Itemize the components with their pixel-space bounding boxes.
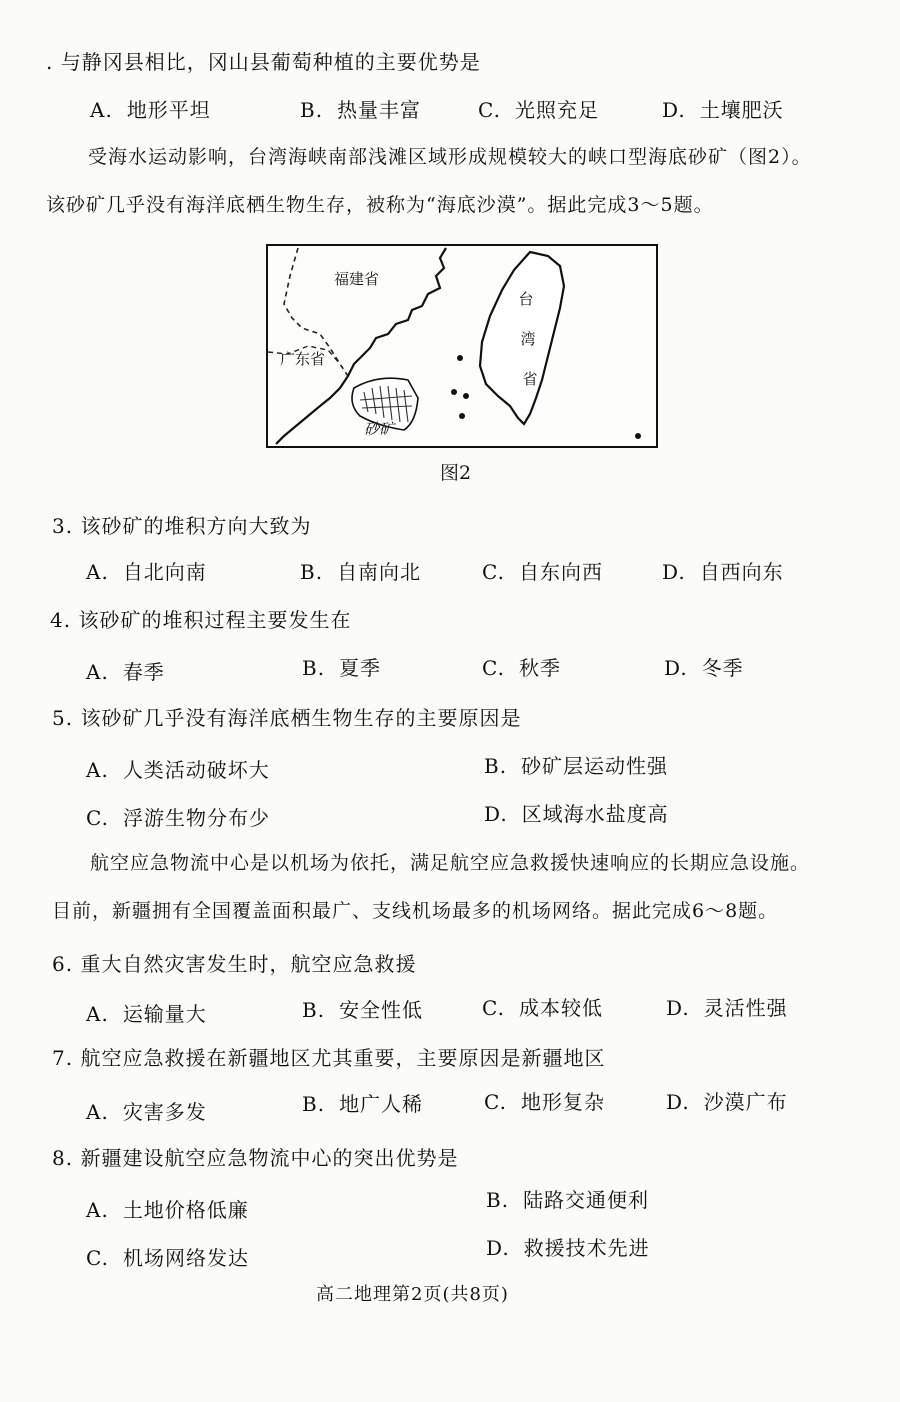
passage-1-line-2: 该砂矿几乎没有海洋底栖生物生存，被称为“海底沙漠”。据此完成3～5题。: [46, 194, 714, 216]
option-text: 冬季: [701, 656, 744, 680]
page-footer: 高二地理第2页(共8页): [316, 1284, 509, 1305]
question-3-option-a: [86, 556, 207, 585]
option-text: 浮游生物分布少: [122, 806, 270, 830]
option-key: B.: [302, 1092, 326, 1116]
question-3-stem: 3. 该砂矿的堆积方向大致为: [52, 514, 312, 538]
option-text: 自西向东: [699, 560, 784, 584]
option-text: 夏季: [339, 656, 382, 680]
question-2-option-d: [662, 94, 784, 123]
label-taiwan-3: 省: [522, 370, 538, 388]
option-text: 自南向北: [337, 560, 422, 584]
question-7-stem: 7. 航空应急救援在新疆地区尤其重要，主要原因是新疆地区: [52, 1046, 606, 1070]
option-key: D.: [486, 1236, 510, 1260]
option-key: B.: [302, 656, 326, 680]
question-4-stem: 4. 该砂矿的堆积过程主要发生在: [50, 608, 352, 632]
option-key: B.: [486, 1188, 510, 1212]
option-text: 陆路交通便利: [523, 1188, 650, 1212]
option-key: B.: [484, 754, 508, 778]
option-key: C.: [478, 98, 501, 122]
question-5-option-c: [86, 802, 270, 831]
figure-2-map: [266, 244, 658, 448]
question-4-option-c: [482, 652, 561, 681]
option-key: A.: [86, 1198, 109, 1222]
island-dot: [463, 393, 469, 399]
option-key: A.: [90, 98, 113, 122]
option-key: C.: [482, 656, 505, 680]
question-3-option-d: [662, 556, 784, 585]
question-6-option-b: [302, 994, 423, 1023]
option-text: 春季: [122, 660, 165, 684]
option-text: 救援技术先进: [523, 1236, 650, 1260]
option-text: 土壤肥沃: [699, 98, 784, 122]
option-text: 热量丰富: [337, 98, 422, 122]
option-text: 区域海水盐度高: [521, 802, 669, 826]
passage-1-line-1: 受海水运动影响，台湾海峡南部浅滩区域形成规模较大的峡口型海底砂矿（图2）。: [88, 146, 812, 168]
option-key: A.: [86, 1002, 109, 1026]
option-key: C.: [482, 560, 505, 584]
option-text: 成本较低: [518, 996, 603, 1020]
option-key: B.: [302, 998, 326, 1022]
option-text: 人类活动破坏大: [122, 758, 270, 782]
question-7-option-b: [302, 1088, 423, 1117]
question-7-option-c: [484, 1086, 605, 1115]
question-8-option-a: [86, 1194, 249, 1223]
label-guangdong: 广东省: [280, 350, 326, 368]
figure-2-caption: 图2: [440, 462, 472, 484]
question-4-option-b: [302, 652, 381, 681]
option-text: 灵活性强: [703, 996, 788, 1020]
option-key: C.: [484, 1090, 507, 1114]
map-drawing: [268, 246, 656, 446]
label-sand: 砂矿: [364, 420, 395, 438]
island-dot: [635, 433, 641, 439]
option-text: 灾害多发: [122, 1100, 207, 1124]
label-fujian: 福建省: [334, 270, 380, 288]
question-8-option-c: [86, 1242, 249, 1271]
question-2-option-a: [90, 94, 211, 123]
option-key: B.: [300, 98, 324, 122]
question-8-stem: 8. 新疆建设航空应急物流中心的突出优势是: [52, 1146, 459, 1170]
option-text: 土地价格低廉: [122, 1198, 249, 1222]
option-key: A.: [86, 560, 109, 584]
question-4-option-d: [664, 652, 744, 681]
question-6-option-c: [482, 992, 603, 1021]
question-8-option-b: [486, 1184, 649, 1213]
question-4-option-a: [86, 656, 165, 685]
option-key: C.: [86, 806, 109, 830]
option-key: D.: [666, 996, 690, 1020]
question-2-option-b: [300, 94, 421, 123]
option-text: 运输量大: [122, 1002, 207, 1026]
option-key: A.: [86, 660, 109, 684]
option-text: 机场网络发达: [122, 1246, 249, 1270]
option-key: D.: [662, 560, 686, 584]
option-text: 地形复杂: [520, 1090, 605, 1114]
option-key: A.: [86, 758, 109, 782]
option-key: D.: [664, 656, 688, 680]
option-text: 自北向南: [122, 560, 207, 584]
option-key: A.: [86, 1100, 109, 1124]
question-5-option-b: [484, 750, 668, 779]
option-text: 沙漠广布: [703, 1090, 788, 1114]
label-taiwan-2: 湾: [520, 330, 536, 348]
option-text: 地形平坦: [126, 98, 211, 122]
option-text: 安全性低: [339, 998, 424, 1022]
question-3-option-b: [300, 556, 421, 585]
option-text: 自东向西: [518, 560, 603, 584]
question-2-option-c: [478, 94, 599, 123]
question-2-stem: . 与静冈县相比，冈山县葡萄种植的主要优势是: [46, 50, 481, 74]
question-3-option-c: [482, 556, 603, 585]
island-dot: [451, 389, 457, 395]
passage-2-line-2: 目前，新疆拥有全国覆盖面积最广、支线机场最多的机场网络。据此完成6～8题。: [52, 900, 779, 922]
option-text: 地广人稀: [339, 1092, 424, 1116]
passage-2-line-1: 航空应急物流中心是以机场为依托，满足航空应急救援快速响应的长期应急设施。: [90, 852, 811, 874]
label-taiwan-1: 台: [518, 290, 534, 308]
option-key: D.: [484, 802, 508, 826]
island-dot: [459, 413, 465, 419]
question-5-option-d: [484, 798, 669, 827]
question-8-option-d: [486, 1232, 650, 1261]
question-6-option-d: [666, 992, 788, 1021]
option-key: C.: [482, 996, 505, 1020]
option-text: 光照充足: [514, 98, 599, 122]
question-5-stem: 5. 该砂矿几乎没有海洋底栖生物生存的主要原因是: [52, 706, 522, 730]
option-key: C.: [86, 1246, 109, 1270]
question-7-option-d: [666, 1086, 788, 1115]
question-6-option-a: [86, 998, 207, 1027]
option-text: 秋季: [518, 656, 561, 680]
question-6-stem: 6. 重大自然灾害发生时，航空应急救援: [52, 952, 417, 976]
question-5-option-a: [86, 754, 270, 783]
option-key: B.: [300, 560, 324, 584]
option-text: 砂矿层运动性强: [521, 754, 669, 778]
option-key: D.: [662, 98, 686, 122]
question-7-option-a: [86, 1096, 207, 1125]
option-key: D.: [666, 1090, 690, 1114]
island-dot: [457, 355, 463, 361]
